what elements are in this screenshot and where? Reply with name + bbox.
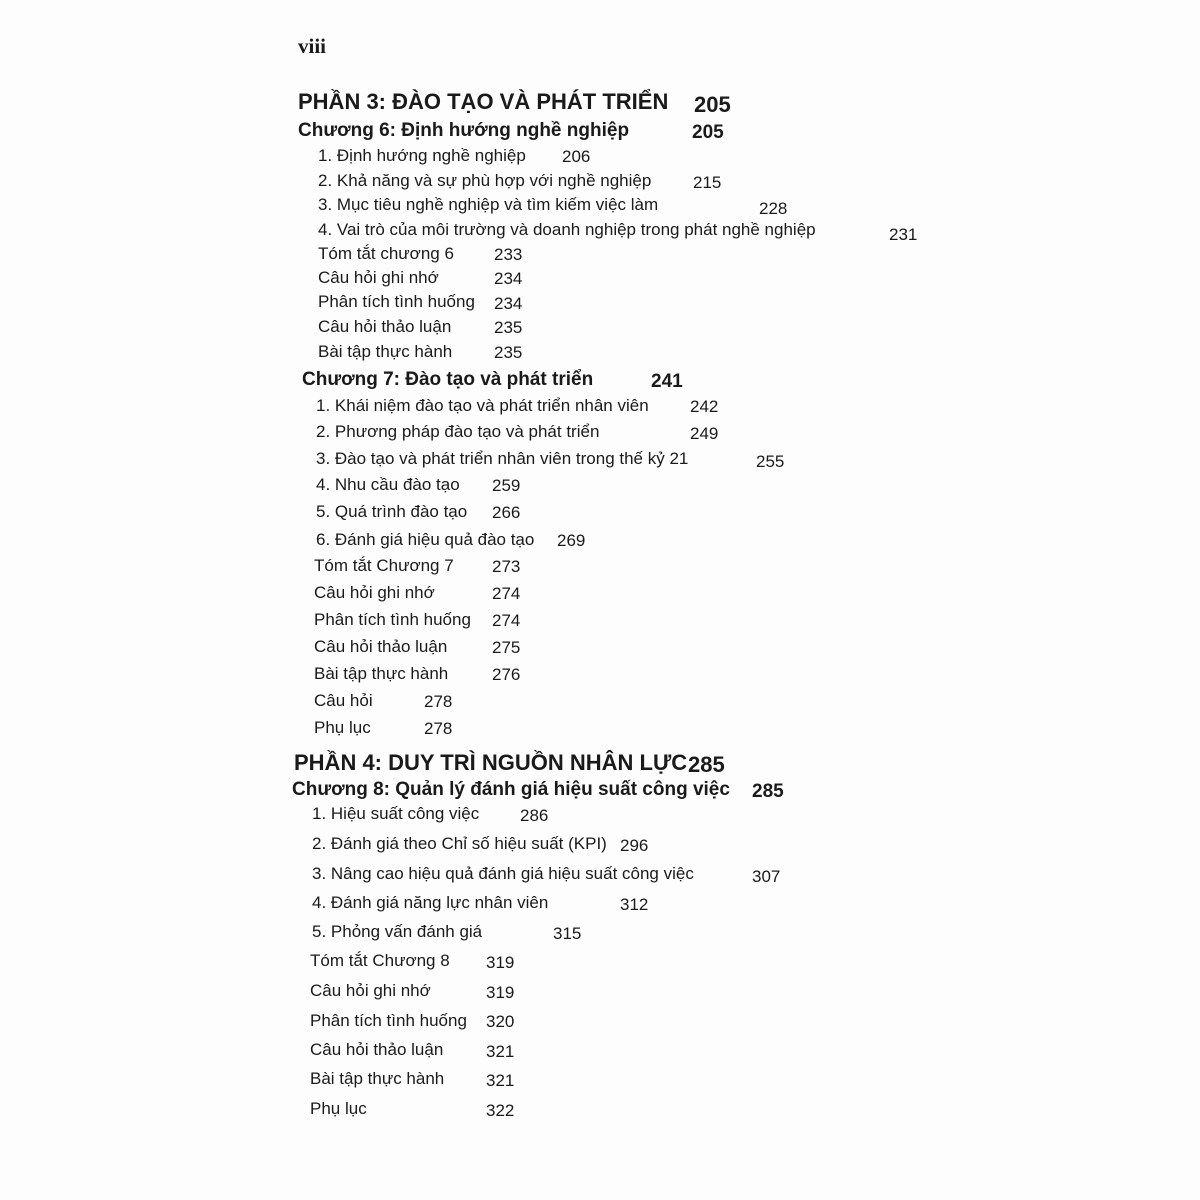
toc-entry-page: 235 <box>494 318 523 337</box>
toc-entry: 3. Nâng cao hiệu quả đánh giá hiệu suất công việc <box>312 864 694 883</box>
part3-title: PHẦN 3: ĐÀO TẠO VÀ PHÁT TRIỂN <box>298 89 669 114</box>
chapter7-title: Chương 7: Đào tạo và phát triển <box>302 369 594 390</box>
chapter7-page: 241 <box>651 371 683 392</box>
toc-entry: 6. Đánh giá hiệu quả đào tạo <box>316 530 535 549</box>
toc-entry: Phụ lục <box>310 1099 367 1118</box>
toc-entry-page: 278 <box>424 692 453 711</box>
toc-entry-page: 321 <box>486 1042 515 1061</box>
toc-entry: Câu hỏi thảo luận <box>314 637 448 656</box>
part4-page: 285 <box>688 752 725 777</box>
toc-entry: Câu hỏi thảo luận <box>310 1040 444 1059</box>
chapter6-title: Chương 6: Định hướng nghề nghiệp <box>298 120 630 141</box>
toc-entry-page: 319 <box>486 953 515 972</box>
toc-entry-page: 231 <box>889 225 918 244</box>
toc-entry: Phân tích tình huống <box>318 292 475 311</box>
toc-entry-page: 259 <box>492 476 521 495</box>
toc-entry-page: 315 <box>553 924 582 943</box>
toc-entry: Phân tích tình huống <box>314 610 471 629</box>
toc-entry-page: 319 <box>486 983 515 1002</box>
toc-entry: Tóm tắt Chương 7 <box>314 556 454 575</box>
toc-entry: Câu hỏi thảo luận <box>318 317 452 336</box>
toc-entry: 1. Định hướng nghề nghiệp <box>318 146 526 165</box>
toc-entry: Bài tập thực hành <box>310 1069 445 1088</box>
toc-entry-page: 276 <box>492 665 521 684</box>
toc-entry: Bài tập thực hành <box>314 664 449 683</box>
toc-entry: 5. Phỏng vấn đánh giá <box>312 922 483 941</box>
toc-entry-page: 206 <box>562 147 591 166</box>
toc-entry: Câu hỏi ghi nhớ <box>318 268 439 287</box>
toc-entry: Tóm tắt chương 6 <box>318 244 454 263</box>
toc-entry: 4. Đánh giá năng lực nhân viên <box>312 893 549 912</box>
toc-entry: 4. Vai trò của môi trường và doanh nghiệp trong phát nghề nghiệp <box>318 220 816 239</box>
toc-entry-page: 228 <box>759 199 788 218</box>
chapter8-title: Chương 8: Quản lý đánh giá hiệu suất công việc <box>292 779 730 800</box>
toc-entry: Phụ lục <box>314 718 371 737</box>
toc-entry-page: 233 <box>494 245 523 264</box>
toc-entry: 3. Đào tạo và phát triển nhân viên trong thế kỷ 21 <box>316 449 689 468</box>
chapter8-page: 285 <box>752 781 784 802</box>
toc-entry-page: 286 <box>520 806 549 825</box>
toc-entry: Câu hỏi ghi nhớ <box>314 583 435 602</box>
toc-entry-page: 242 <box>690 397 719 416</box>
toc-entry: 4. Nhu cầu đào tạo <box>316 475 460 494</box>
toc-entry-page: 321 <box>486 1071 515 1090</box>
toc-entry-page: 273 <box>492 557 521 576</box>
toc-entry: 2. Khả năng và sự phù hợp với nghề nghiệp <box>318 171 652 190</box>
toc-entry: 3. Mục tiêu nghề nghiệp và tìm kiếm việc làm <box>318 195 659 214</box>
toc-entry: 2. Phương pháp đào tạo và phát triển <box>316 422 600 441</box>
toc-entry: Tóm tắt Chương 8 <box>310 951 450 970</box>
toc-entry-page: 234 <box>494 294 523 313</box>
toc-entry-page: 234 <box>494 269 523 288</box>
toc-entry-page: 274 <box>492 611 521 630</box>
part3-page: 205 <box>694 92 731 117</box>
toc-entry: Câu hỏi <box>314 691 373 710</box>
toc-entry: 1. Khái niệm đào tạo và phát triển nhân viên <box>316 396 649 415</box>
toc-entry-page: 312 <box>620 895 649 914</box>
part4-title: PHẦN 4: DUY TRÌ NGUỒN NHÂN LỰC <box>294 750 688 775</box>
toc-entry-page: 235 <box>494 343 523 362</box>
toc-entry: Phân tích tình huống <box>310 1011 467 1030</box>
toc-entry-page: 266 <box>492 503 521 522</box>
toc-entry: 5. Quá trình đào tạo <box>316 502 468 521</box>
toc-entry-page: 255 <box>756 452 785 471</box>
toc-entry: 2. Đánh giá theo Chỉ số hiệu suất (KPI) <box>312 834 607 853</box>
toc-entry-page: 249 <box>690 424 719 443</box>
chapter6-page: 205 <box>692 122 724 143</box>
toc-entry-page: 322 <box>486 1101 515 1120</box>
toc-entry: 1. Hiệu suất công việc <box>312 804 480 823</box>
toc-entry: Bài tập thực hành <box>318 342 453 361</box>
toc-entry-page: 274 <box>492 584 521 603</box>
toc-entry-page: 296 <box>620 836 649 855</box>
toc-entry-page: 320 <box>486 1012 515 1031</box>
toc-entry-page: 275 <box>492 638 521 657</box>
toc-entry-page: 215 <box>693 173 722 192</box>
page-number-label: viii <box>298 34 327 58</box>
toc-entry-page: 307 <box>752 867 781 886</box>
toc-entry-page: 278 <box>424 719 453 738</box>
toc-entry: Câu hỏi ghi nhớ <box>310 981 431 1000</box>
toc-entry-page: 269 <box>557 531 586 550</box>
